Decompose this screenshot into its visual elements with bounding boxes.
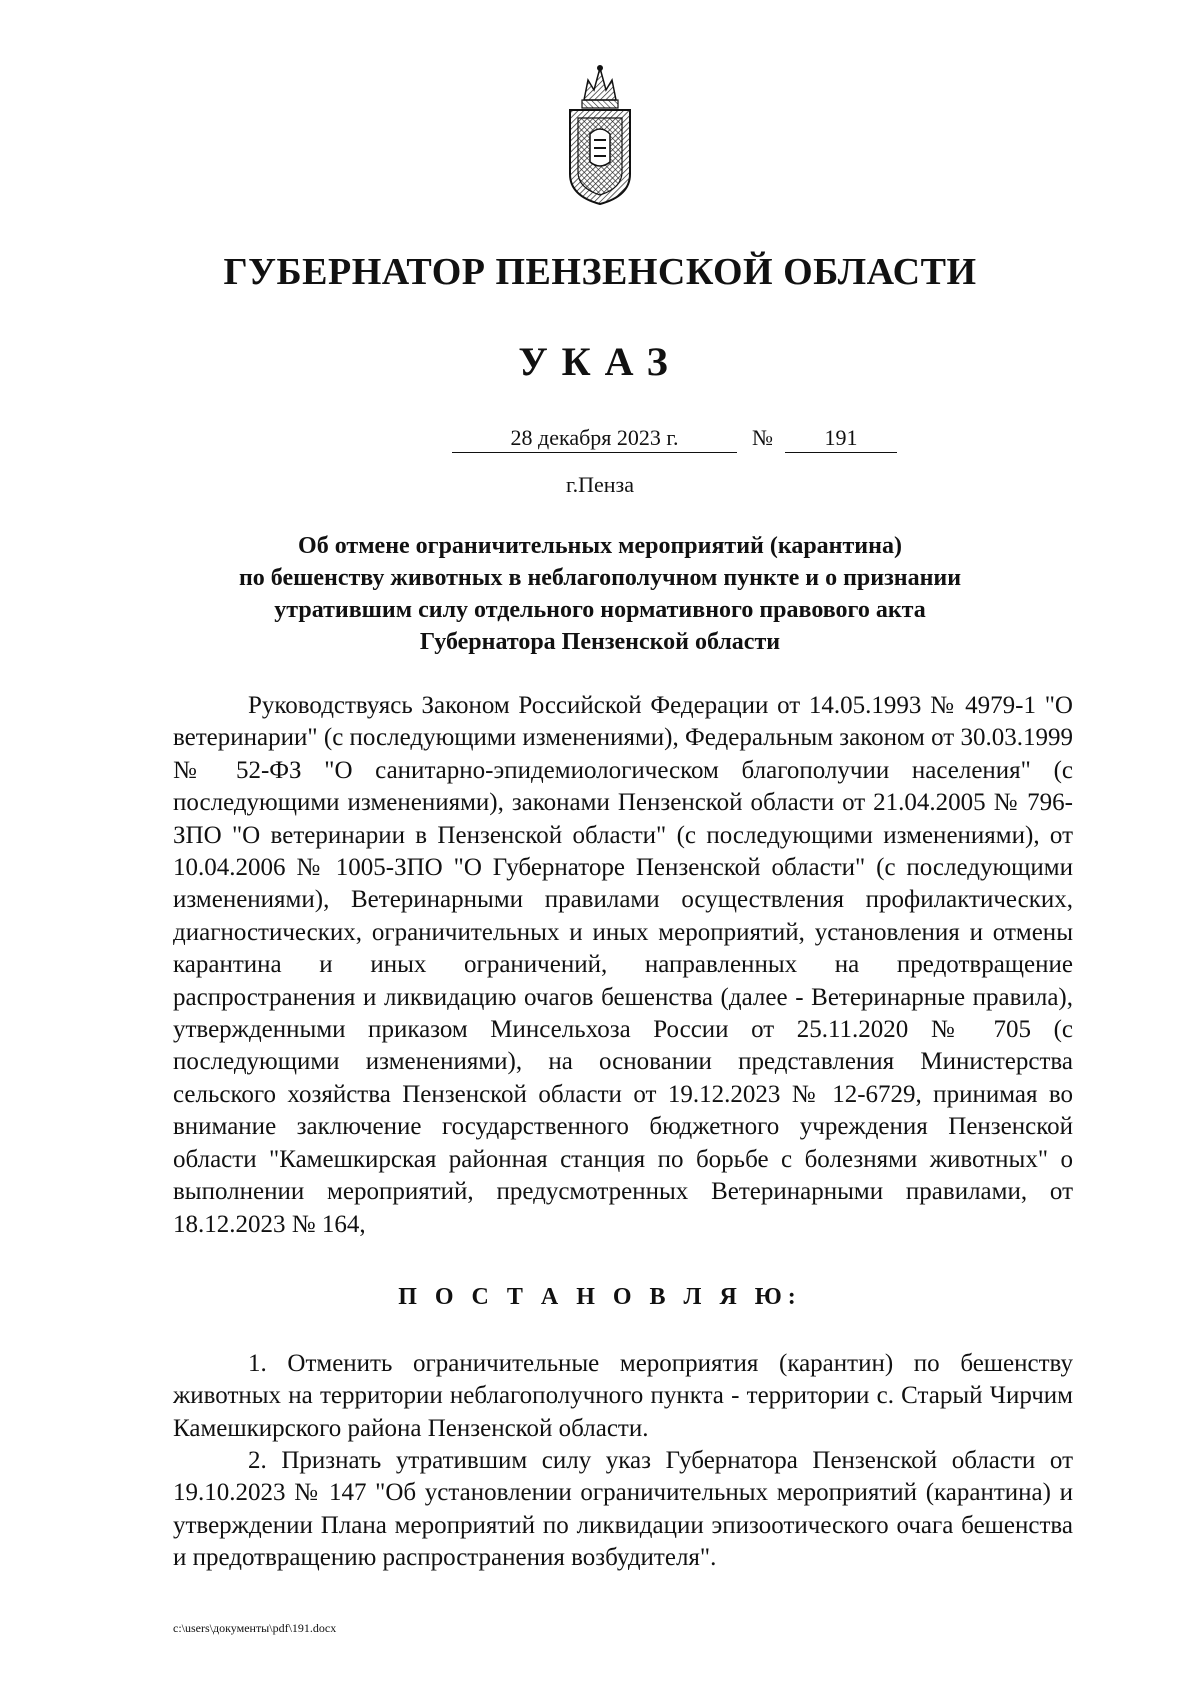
decree-item-2: 2. Признать утратившим силу указ Губернатора Пензенской области от 19.10.2023 № 147 "Об установлении ограничительных мероприятий (карантина) и утверждении Плана мероприятий по ликвидации эпизоотического очага бешенства и предотвращению распространения возбудителя". [173,1447,1073,1572]
document-date: 28 декабря 2023 г. [452,425,737,453]
document-number: 191 [785,425,897,453]
document-title [150,530,1050,658]
decree-item-1: 1. Отменить ограничительные мероприятия (карантин) по бешенству животных на территории неблагополучного пункта - территории с. Старый Чирчим Камешкирского района Пензенской области. [173,1350,1073,1442]
title-line: Губернатора Пензенской области [419,629,781,655]
number-sign: № [752,425,773,450]
preamble-paragraph: Руководствуясь Законом Российской Федерации от 14.05.1993 № 4979-1 "О ветеринарии" (с последующими изменениями), Федеральным законом от 30.03.1999 № 52-ФЗ "О санитарно-эпидемиологическом благополучии населения" (с последующими изменениями), законами Пензенской области от 21.04.2005 № 796-ЗПО "О ветеринарии в Пензенской области" (с последующими изменениями), от 10.04.2006 № 1005-ЗПО "О Губернаторе Пензенской области" (с последующими изменениями), Ветеринарными правилами осуществления профилактических, диагностических, ограничительных и иных мероприятий, установления и отмены карантина и иных ограничений, направленных на предотвращение распространения и ликвидацию очагов бешенства (далее - Ветеринарные правила), утвержденными приказом Минсельхоза России от 25.11.2020 № 705 (с последующими изменениями), на основании представления Министерства сельского хозяйства Пензенской области от 19.12.2023 № 12-6729, принимая во внимание заключение государственного бюджетного учреждения Пензенской области "Камешкирская районная станция по борьбе с болезнями животных" о выполнении мероприятий, предусмотренных Ветеринарными правилами, от 18.12.2023 № 164, [173,692,1073,1238]
title-line: по бешенству животных в неблагополучном пункте и о признании [238,565,962,591]
title-line: Об отмене ограничительных мероприятий (карантина) [298,533,902,559]
city-of-issue: г.Пенза [566,472,634,497]
title-line: утратившим силу отдельного нормативного правового акта [274,597,926,623]
authority-heading: ГУБЕРНАТОР ПЕНЗЕНСКОЙ ОБЛАСТИ [223,251,977,293]
file-path-footer: c:\users\документы\pdf\191.docx [173,1621,337,1635]
document-type: УКАЗ [518,339,682,384]
decree-heading: П О С Т А Н О В Л Я Ю: [398,1284,802,1310]
coat-of-arms-emblem [564,62,636,207]
